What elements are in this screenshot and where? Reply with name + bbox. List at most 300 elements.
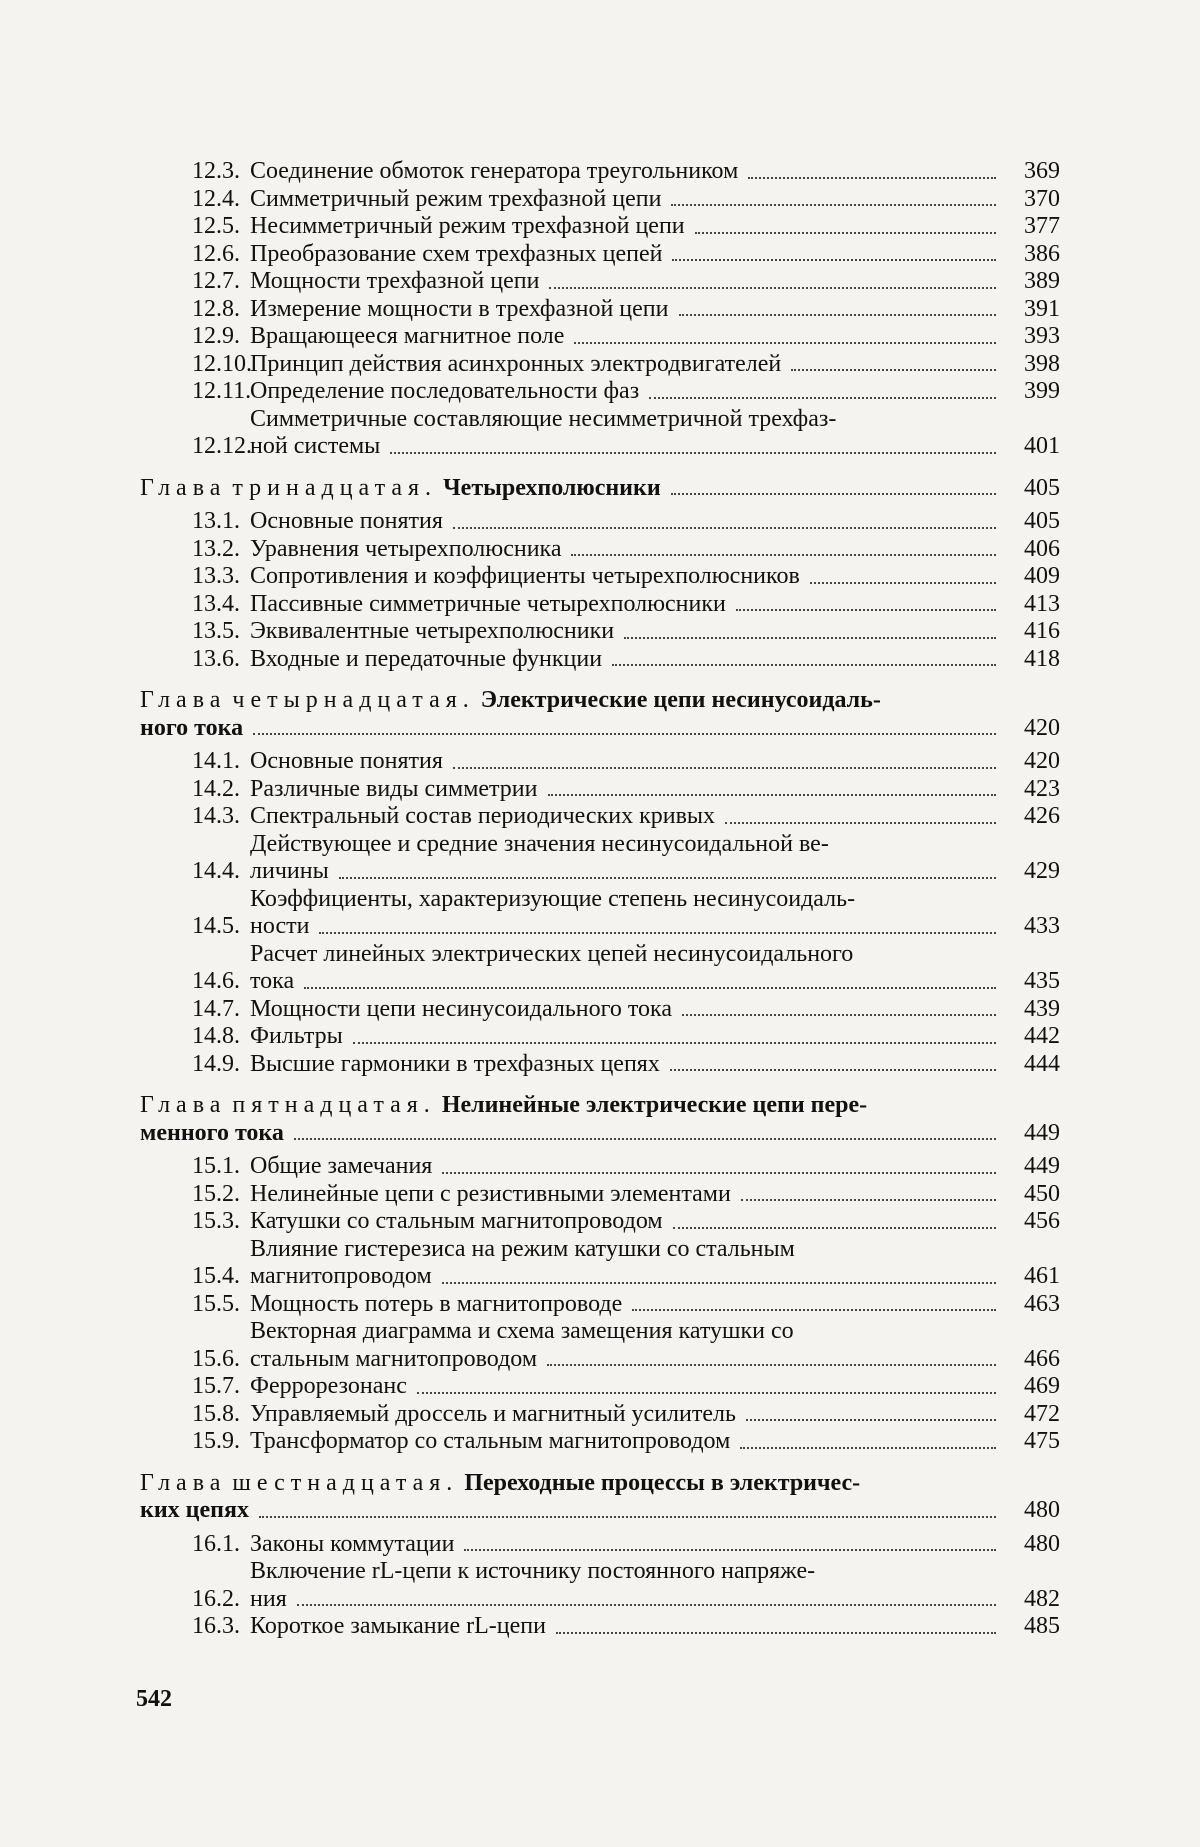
dot-leader [453,767,996,769]
toc-entry[interactable] [192,1153,1060,1181]
entry-title-line: Основные понятия [250,508,443,534]
page-ref: 420 [1024,748,1060,774]
section-number: 13.2. [192,535,240,562]
toc-entry[interactable] [192,241,1060,269]
toc-entry[interactable] [192,591,1060,619]
entry-title-line: Общие замечания [250,1153,433,1179]
page-ref: 418 [1024,645,1060,672]
entry-title-line: Уравнения четырехполюсника [250,535,562,562]
entry-title-line: Измерение мощности в трехфазной цепи [250,295,669,322]
toc-entry[interactable] [192,1613,1060,1641]
dot-leader [748,177,996,179]
entry-title-last-line [250,1263,1010,1291]
section-number: 15.4. [192,1263,240,1289]
page-ref: 444 [1024,1050,1060,1077]
entry-title [250,996,1010,1024]
entry-title-line: Трансформатор со стальным магнитопроводом [250,1428,731,1454]
toc-entry[interactable] [192,406,1060,461]
entry-title [250,296,1010,324]
toc-entry[interactable] [192,213,1060,241]
chapter-heading-line [140,1470,1060,1498]
entry-title-last-line [250,858,1010,886]
section-number: 16.3. [192,1613,240,1639]
page-ref: 401 [1024,433,1060,459]
dot-leader [339,877,996,879]
entry-title-last-line [250,913,1010,941]
entry-title-line: Расчет линейных электрических цепей несинусоидального [250,940,854,967]
entry-title-last-line [250,433,1010,461]
table-of-contents [140,158,1060,1641]
dot-leader [679,314,997,316]
section-number: 15.7. [192,1373,240,1399]
section-number: 14.5. [192,913,240,939]
toc-entry[interactable] [192,1531,1060,1559]
entry-title [250,1428,1010,1456]
section-number: 15.9. [192,1428,240,1454]
entry-title-line: ной системы [250,433,381,459]
dot-leader [695,232,996,234]
section-group [140,748,1060,1078]
entry-title-line: Короткое замыкание rL-цепи [250,1613,546,1639]
entry-title [250,213,1010,241]
entry-title-last-line [250,213,1010,241]
chapter-heading[interactable] [140,475,1060,503]
entry-title [250,158,1010,186]
entry-title-line: стальным магнитопроводом [250,1345,538,1372]
entry-title-line: Соединение обмоток генератора треугольником [250,158,739,184]
toc-entry[interactable] [192,1401,1060,1429]
dot-leader [294,1138,996,1140]
page-ref: 377 [1024,213,1060,239]
entry-title-last-line [250,1373,1010,1401]
entry-title [250,618,1010,646]
entry-title-last-line [250,158,1010,186]
entry-title [250,1613,1010,1641]
dot-leader [736,609,996,611]
page-ref: 409 [1024,563,1060,589]
page-ref: 370 [1024,185,1060,212]
section-group [140,1531,1060,1641]
section-number: 12.5. [192,213,240,239]
toc-entry[interactable] [192,536,1060,564]
entry-title [250,1318,1010,1373]
page-ref: 449 [1024,1119,1060,1146]
toc-entry[interactable] [192,618,1060,646]
entry-title-line: Управляемый дроссель и магнитный усилитель [250,1400,736,1427]
entry-title [250,1401,1010,1429]
page-ref: 485 [1024,1613,1060,1639]
entry-title-last-line [250,591,1010,619]
page-ref: 482 [1024,1585,1060,1612]
entry-title [250,536,1010,564]
entry-title [250,776,1010,804]
toc-entry[interactable] [192,1051,1060,1079]
dot-leader [574,342,996,344]
entry-title-line: Феррорезонанс [250,1373,407,1399]
dot-leader [632,1309,996,1311]
toc-entry[interactable] [192,563,1060,591]
page-ref: 413 [1024,590,1060,617]
entry-title-line: Пассивные симметричные четырехполюсники [250,590,726,617]
entry-title-line: Нелинейные цепи с резистивными элементами [250,1180,731,1207]
section-number: 14.1. [192,748,240,774]
section-number: 14.9. [192,1050,240,1077]
section-number: 16.2. [192,1585,240,1612]
page-ref: 433 [1024,913,1060,939]
entry-title [250,1531,1010,1559]
dot-leader [390,452,996,454]
dot-leader [442,1172,996,1174]
toc-entry[interactable] [192,378,1060,406]
section-number: 12.12. [192,433,252,459]
page-ref: 389 [1024,268,1060,294]
dot-leader [673,1227,996,1229]
toc-entry[interactable] [192,831,1060,886]
entry-title [250,1558,1010,1613]
page-ref: 399 [1024,378,1060,404]
dot-leader [810,582,996,584]
entry-title-last-line [250,776,1010,804]
toc-entry[interactable] [192,803,1060,831]
section-number: 12.10. [192,350,252,377]
toc-entry[interactable] [192,996,1060,1024]
section-number: 13.3. [192,563,240,589]
section-number: 14.3. [192,803,240,829]
section-group [140,158,1060,461]
entry-title-line: Высшие гармоники в трехфазных цепях [250,1050,660,1077]
entry-title [250,803,1010,831]
chapter-title-cont: ких цепях [140,1497,249,1523]
section-number: 12.7. [192,268,240,294]
chapter-label: Глава [140,474,227,501]
section-group [140,1153,1060,1456]
section-number: 13.6. [192,645,240,672]
entry-title [250,508,1010,536]
page-ref: 475 [1024,1428,1060,1454]
toc-entry[interactable] [192,186,1060,214]
section-number: 12.8. [192,295,240,322]
entry-title [250,1236,1010,1291]
dot-leader [624,637,996,639]
entry-title [250,831,1010,886]
page-ref: 469 [1024,1373,1060,1399]
entry-title-last-line [250,186,1010,214]
entry-title-line: ности [250,913,310,939]
dot-leader [682,1014,996,1016]
page-ref: 466 [1024,1345,1060,1372]
section-number: 12.4. [192,185,240,212]
chapter-ordinal: пятнадцатая. [232,1092,436,1118]
page-ref: 423 [1024,775,1060,802]
page-ref: 391 [1024,295,1060,322]
dot-leader [746,1419,996,1421]
entry-title [250,1373,1010,1401]
toc-entry[interactable] [192,886,1060,941]
page-ref: 429 [1024,858,1060,884]
dot-leader [464,1549,996,1551]
toc-entry[interactable] [192,268,1060,296]
entry-title-line: Мощности трехфазной цепи [250,268,540,294]
entry-title-last-line [250,296,1010,324]
toc-entry[interactable] [192,1236,1060,1291]
entry-title-line: ния [250,1585,287,1612]
chapter-heading[interactable] [140,687,1060,742]
toc-entry[interactable] [192,1318,1060,1373]
toc-entry[interactable] [192,646,1060,674]
chapter-ordinal: тринадцатая. [232,474,438,501]
entry-title [250,1181,1010,1209]
toc-entry[interactable] [192,941,1060,996]
chapter-heading-line [140,1497,1060,1525]
entry-title-line: Эквивалентные четырехполюсники [250,618,615,644]
page-ref: 439 [1024,995,1060,1022]
chapter-heading-line [140,715,1060,743]
chapter-label: Глава [140,687,227,713]
dot-leader [304,987,996,989]
dot-leader [297,1604,996,1606]
section-number: 12.11. [192,378,252,404]
entry-title [250,351,1010,379]
entry-title-last-line [250,351,1010,379]
entry-title-last-line [250,536,1010,564]
entry-title-last-line [250,996,1010,1024]
section-number: 12.3. [192,158,240,184]
entry-title-last-line [250,1023,1010,1051]
page-ref: 393 [1024,323,1060,349]
section-number: 12.6. [192,240,240,267]
entry-title-line: Сопротивления и коэффициенты четырехполюсников [250,563,800,589]
entry-title [250,1153,1010,1181]
section-number: 13.1. [192,508,240,534]
page-ref: 450 [1024,1180,1060,1207]
entry-title [250,268,1010,296]
page-ref: 405 [1024,474,1060,501]
section-number: 16.1. [192,1530,240,1557]
dot-leader [548,794,997,796]
dot-leader [649,397,996,399]
dot-leader [740,1447,996,1449]
page-ref: 472 [1024,1400,1060,1427]
entry-title-last-line [250,748,1010,776]
dot-leader [571,554,996,556]
section-number: 14.8. [192,1023,240,1049]
entry-title-last-line [250,323,1010,351]
dot-leader [417,1392,996,1394]
chapter-title-cont: ного тока [140,714,244,741]
entry-title-last-line [250,646,1010,674]
dot-leader [547,1364,996,1366]
page-ref: 456 [1024,1208,1060,1234]
chapter-heading[interactable] [140,1092,1060,1147]
section-number: 15.6. [192,1345,240,1372]
entry-title [250,591,1010,619]
chapter-label: Глава [140,1092,227,1118]
entry-title-last-line [250,268,1010,296]
entry-title-last-line [250,241,1010,269]
toc-entry[interactable] [192,158,1060,186]
dot-leader [725,822,996,824]
entry-title-last-line [250,1051,1010,1079]
dot-leader [319,932,996,934]
entry-title [250,748,1010,776]
entry-title-last-line [250,1531,1010,1559]
entry-title-line: Спектральный состав периодических кривых [250,803,716,829]
entry-title-line: Коэффициенты, характеризующие степень несинусоидаль- [250,885,856,912]
page-ref: 406 [1024,535,1060,562]
entry-title [250,1291,1010,1319]
dot-leader [612,664,996,666]
entry-title [250,323,1010,351]
entry-title-line: Преобразование схем трехфазных цепей [250,240,663,267]
chapter-heading-line [140,1092,1060,1120]
chapter-label: Глава [140,1469,227,1496]
entry-title-last-line [250,1346,1010,1374]
toc-entry[interactable] [192,508,1060,536]
entry-title-line: Принцип действия асинхронных электродвигателей [250,350,782,377]
section-number: 14.6. [192,968,240,994]
entry-title [250,241,1010,269]
entry-title-last-line [250,1613,1010,1641]
entry-title-last-line [250,1401,1010,1429]
dot-leader [442,1282,996,1284]
entry-title-line: Основные понятия [250,748,443,774]
dot-leader [670,1069,996,1071]
entry-title-last-line [250,803,1010,831]
entry-title-last-line [250,1586,1010,1614]
chapter-title: Электрические цепи несинусоидаль- [480,687,881,713]
dot-leader [353,1042,996,1044]
entry-title-line: Несимметричный режим трехфазной цепи [250,213,685,239]
chapter-title-cont: менного тока [140,1119,284,1146]
toc-entry[interactable] [192,1181,1060,1209]
entry-title-line: Катушки со стальным магнитопроводом [250,1208,663,1234]
section-number: 13.4. [192,590,240,617]
entry-title-line: Законы коммутации [250,1530,455,1557]
entry-title [250,1208,1010,1236]
page-ref: 480 [1024,1497,1060,1523]
entry-title-line: Влияние гистерезиса на режим катушки со стальным [250,1235,795,1262]
entry-title-last-line [250,1153,1010,1181]
dot-leader [671,204,996,206]
toc-entry[interactable] [192,1558,1060,1613]
entry-title [250,886,1010,941]
section-number: 14.7. [192,995,240,1022]
chapter-heading-line [140,687,1060,715]
chapter-heading-line [140,475,1060,503]
dot-leader [549,287,996,289]
entry-title-line: Симметричные составляющие несимметричной трехфаз- [250,405,837,432]
chapter-ordinal: шестнадцатая. [232,1469,459,1496]
dot-leader [556,1632,996,1634]
dot-leader [791,369,996,371]
entry-title-line: Включение rL-цепи к источнику постоянного напряже- [250,1558,816,1584]
toc-entry[interactable] [192,1291,1060,1319]
dot-leader [671,493,996,495]
entry-title [250,941,1010,996]
toc-entry[interactable] [192,1428,1060,1456]
page-ref: 449 [1024,1153,1060,1179]
toc-entry[interactable] [192,776,1060,804]
entry-title-line: личины [250,858,329,884]
section-number: 12.9. [192,323,240,349]
entry-title-line: тока [250,968,295,994]
section-number: 15.1. [192,1153,240,1179]
entry-title [250,1023,1010,1051]
entry-title-last-line [250,1181,1010,1209]
page-ref: 426 [1024,803,1060,829]
section-number: 15.3. [192,1208,240,1234]
toc-entry[interactable] [192,1208,1060,1236]
entry-title [250,563,1010,591]
entry-title-last-line [250,1208,1010,1236]
entry-title-line: Вращающееся магнитное поле [250,323,565,349]
page-number: 542 [136,1686,172,1712]
chapter-title: Четырехполюсники [443,474,661,501]
page-ref: 420 [1024,714,1060,741]
chapter-heading[interactable] [140,1470,1060,1525]
entry-title [250,378,1010,406]
section-group [140,508,1060,673]
toc-entry[interactable] [192,296,1060,324]
page-ref: 405 [1024,508,1060,534]
dot-leader [259,1516,996,1518]
entry-title-last-line [250,618,1010,646]
chapter-title: Нелинейные электрические цепи пере- [441,1092,868,1118]
entry-title [250,186,1010,214]
toc-entry[interactable] [192,351,1060,379]
entry-title-line: Фильтры [250,1023,343,1049]
dot-leader [672,259,996,261]
dot-leader [453,527,996,529]
section-number: 14.4. [192,858,240,884]
entry-title-line: Входные и передаточные функции [250,645,603,672]
toc-entry[interactable] [192,1023,1060,1051]
entry-title-line: магнитопроводом [250,1263,432,1289]
page-ref: 463 [1024,1290,1060,1317]
page-ref: 416 [1024,618,1060,644]
page-ref: 461 [1024,1263,1060,1289]
dot-leader [253,733,996,735]
toc-entry[interactable] [192,748,1060,776]
entry-title-line: Мощность потерь в магнитопроводе [250,1290,623,1317]
page-ref: 369 [1024,158,1060,184]
entry-title-line: Определение последовательности фаз [250,378,640,404]
section-number: 14.2. [192,775,240,802]
section-number: 15.2. [192,1180,240,1207]
entry-title-last-line [250,968,1010,996]
entry-title [250,406,1010,461]
entry-title-last-line [250,1291,1010,1319]
toc-entry[interactable] [192,323,1060,351]
section-number: 13.5. [192,618,240,644]
entry-title-last-line [250,508,1010,536]
page-ref: 435 [1024,968,1060,994]
entry-title [250,1051,1010,1079]
entry-title-last-line [250,563,1010,591]
entry-title [250,646,1010,674]
page-ref: 386 [1024,240,1060,267]
page-ref: 480 [1024,1530,1060,1557]
entry-title-last-line [250,1428,1010,1456]
entry-title-line: Векторная диаграмма и схема замещения катушки со [250,1318,794,1344]
toc-entry[interactable] [192,1373,1060,1401]
page-ref: 442 [1024,1023,1060,1049]
chapter-heading-line [140,1120,1060,1148]
entry-title-line: Симметричный режим трехфазной цепи [250,185,662,212]
entry-title-line: Действующее и средние значения несинусоидальной ве- [250,830,829,857]
section-number: 15.8. [192,1400,240,1427]
chapter-ordinal: четырнадцатая. [232,687,475,713]
